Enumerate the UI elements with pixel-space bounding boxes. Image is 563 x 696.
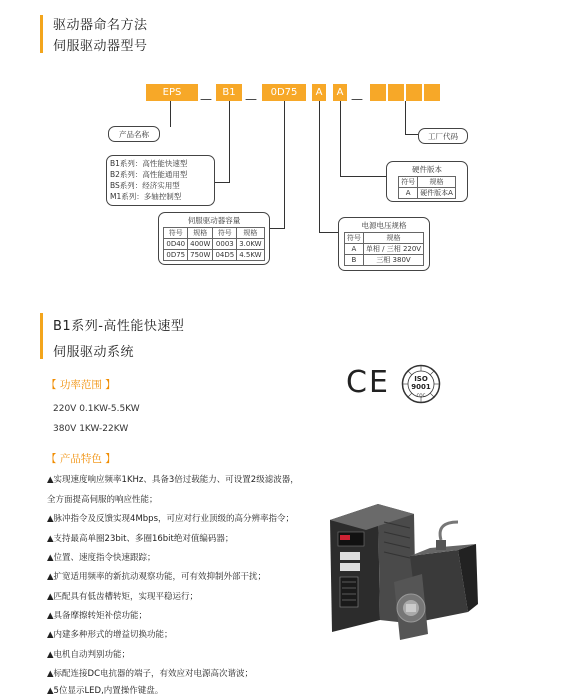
code-dash-4: —	[351, 92, 363, 106]
hardware-table	[398, 176, 456, 199]
capacity-title: 伺服驱动器容量	[187, 216, 241, 225]
code-box-factory-3	[406, 84, 422, 101]
table-cell: 0003	[213, 239, 237, 250]
table-header: 规格	[188, 228, 213, 239]
code-box-factory-2	[388, 84, 404, 101]
table-header: 符号	[399, 177, 418, 188]
section2-accent-bar	[40, 313, 43, 359]
power-range-line: 220V 0.1KW-5.5KW	[53, 404, 140, 414]
factory-code-label: 工厂代码	[428, 131, 458, 141]
connector-series-v	[229, 101, 230, 183]
connector-hardware-h	[340, 176, 386, 177]
series-item: M1系列：多轴控制型	[110, 192, 182, 201]
table-header: 符号	[213, 228, 237, 239]
features-heading: 【 产品特色 】	[46, 453, 116, 465]
callout-hardware	[386, 161, 468, 202]
feature-item: ▲脉冲指令及反馈实现4Mbps，可应对行业顶级的高分辨率指令；	[47, 514, 295, 524]
table-cell: 0D75	[164, 250, 188, 261]
table-header: 符号	[344, 233, 363, 244]
iso-seal-number: 9001	[411, 383, 431, 391]
connector-capacity-v	[284, 101, 285, 229]
connector-factory-h	[405, 134, 418, 135]
table-cell: 400W	[188, 239, 213, 250]
table-header: 规格	[237, 228, 264, 239]
section1-title: 驱动器命名方法	[53, 18, 148, 33]
table-cell: 3.0KW	[237, 239, 264, 250]
table-cell: 04D5	[213, 250, 237, 261]
feature-item: ▲标配连接DC电抗器的端子，有效应对电源高次谐波；	[47, 669, 254, 679]
code-box-eps: EPS	[146, 84, 198, 101]
feature-item: ▲支持最高单圈23bit、多圈16bit绝对值编码器；	[47, 534, 234, 544]
connector-eps	[170, 101, 171, 127]
section2-title: B1系列-高性能快速型	[53, 319, 185, 334]
table-cell: 三相 380V	[363, 255, 423, 266]
code-dash-2: —	[245, 92, 257, 106]
connector-voltage-v	[319, 101, 320, 233]
table-header: 规格	[418, 177, 456, 188]
callout-capacity	[158, 212, 270, 265]
connector-capacity-h	[268, 228, 285, 229]
series-item: B2系列：高性能通用型	[110, 170, 188, 179]
power-range-line: 380V 1KW-22KW	[53, 424, 129, 434]
callout-voltage	[338, 217, 430, 271]
series-item: B1系列：高性能快速型	[110, 159, 188, 168]
capacity-table	[163, 227, 264, 261]
callout-series	[106, 155, 215, 206]
feature-item: ▲电机自动判别功能；	[47, 650, 131, 660]
section2-subtitle: 伺服驱动系统	[53, 345, 135, 360]
code-box-hardware: A	[333, 84, 347, 101]
iso-seal-bottom-text: CQC	[416, 393, 426, 398]
iso-9001-seal-icon	[401, 364, 441, 404]
table-cell: B	[344, 255, 363, 266]
callout-factory-code	[418, 128, 468, 144]
code-box-series: B1	[216, 84, 242, 101]
table-header: 规格	[363, 233, 423, 244]
code-dash-3: —	[309, 84, 310, 85]
table-cell: 硬件版本A	[418, 188, 456, 199]
table-cell: 0D40	[164, 239, 188, 250]
code-box-voltage: A	[312, 84, 326, 101]
code-dash-1: —	[200, 92, 212, 106]
code-box-factory-1	[370, 84, 386, 101]
product-name-label: 产品名称	[119, 129, 149, 139]
section1-accent-bar	[40, 15, 43, 53]
connector-series-h	[213, 182, 230, 183]
table-cell: 4.5KW	[237, 250, 264, 261]
connector-voltage-h	[319, 232, 339, 233]
code-box-capacity: 0D75	[262, 84, 306, 101]
series-item: BS系列：经济实用型	[110, 181, 180, 190]
connector-hardware-v	[340, 101, 341, 177]
code-box-factory-4	[424, 84, 440, 101]
feature-item: ▲匹配具有低齿槽转矩，实现平稳运行；	[47, 592, 199, 602]
table-cell: 750W	[188, 250, 213, 261]
connector-factory-v	[405, 101, 406, 135]
hardware-title: 硬件版本	[412, 165, 442, 174]
feature-item: ▲实现速度响应频率1KHz、具备3倍过载能力、可设置2级滤波器，	[47, 475, 299, 485]
feature-item: ▲具备摩擦转矩补偿功能；	[47, 611, 148, 621]
table-cell: A	[399, 188, 418, 199]
feature-item: ▲扩宽适用频率的新抗动观察功能，可有效抑制外部干扰；	[47, 572, 267, 582]
servo-product-image	[318, 492, 478, 642]
feature-item: ▲位置、速度指令快速跟踪；	[47, 553, 156, 563]
table-cell: 单相 / 三相 220V	[363, 244, 423, 255]
feature-item: 全方面提高伺服的响应性能；	[47, 495, 158, 505]
table-cell: A	[344, 244, 363, 255]
iso-seal-top-text: ISO	[414, 375, 428, 383]
voltage-table	[344, 232, 424, 266]
voltage-title: 电源电压规格	[361, 221, 407, 230]
feature-item: ▲内建多种形式的增益切换功能；	[47, 630, 173, 640]
section1-subtitle: 伺服驱动器型号	[53, 39, 148, 54]
ce-mark-icon: CE	[346, 365, 390, 400]
power-range-heading: 【 功率范围 】	[46, 379, 116, 391]
feature-item: ▲5位显示LED,内置操作键盘。	[47, 686, 164, 696]
callout-product-name	[108, 126, 160, 142]
table-header: 符号	[164, 228, 188, 239]
